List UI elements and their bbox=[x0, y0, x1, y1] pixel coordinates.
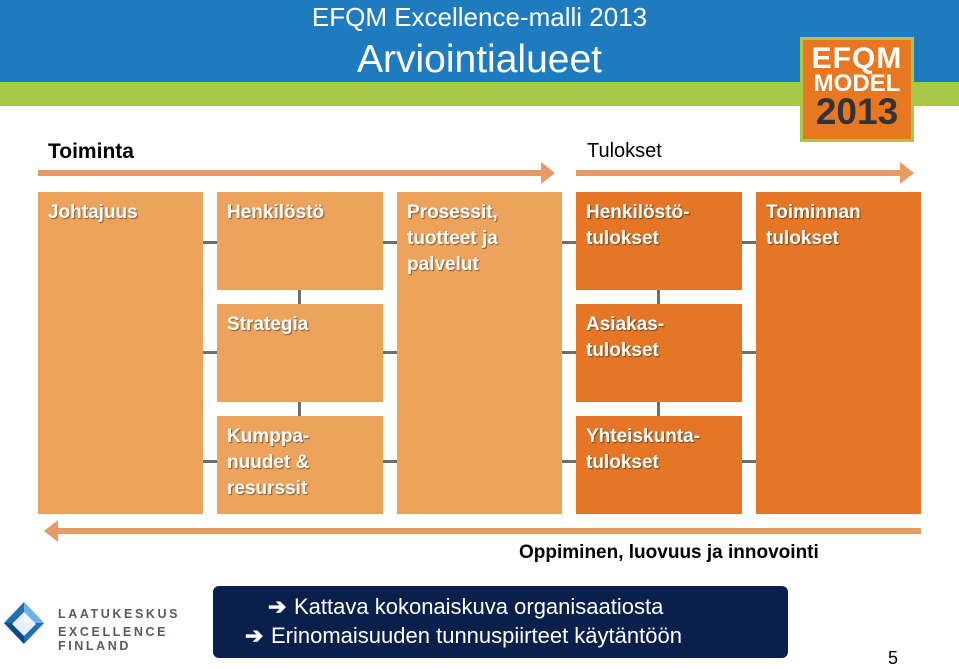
connector bbox=[657, 402, 660, 416]
box-customer-results: Asiakas- tulokset bbox=[576, 304, 742, 402]
connector bbox=[383, 241, 397, 244]
diamond-logo-icon bbox=[0, 598, 50, 648]
results-arrow bbox=[576, 170, 903, 176]
banner-row-1 bbox=[268, 594, 663, 620]
right-arrow-icon: ➔ bbox=[245, 623, 264, 648]
enablers-arrow bbox=[38, 170, 543, 176]
page-title: Arviointialueet bbox=[357, 38, 602, 81]
box-strategy: Strategia bbox=[217, 304, 383, 402]
box-processes: Prosessit, tuotteet ja palvelut bbox=[397, 192, 562, 514]
enablers-arrow-head bbox=[541, 162, 555, 184]
org-logo-line-2: EXCELLENCE FINLAND bbox=[58, 625, 169, 653]
connector bbox=[203, 351, 217, 354]
logo-line-1: EFQM bbox=[811, 42, 903, 75]
logo-line-2: MODEL bbox=[813, 70, 901, 97]
banner-text-1: Kattava kokonaiskuva organisaatiosta bbox=[294, 594, 664, 619]
banner-row-2 bbox=[245, 623, 682, 649]
results-arrow-head bbox=[900, 162, 914, 184]
page-number: 5 bbox=[888, 648, 899, 668]
org-logo-line-1: LAATUKESKUS bbox=[58, 607, 181, 621]
box-leadership: Johtajuus bbox=[38, 192, 203, 514]
box-business-results: Toiminnan tulokset bbox=[756, 192, 921, 514]
logo-line-3: 2013 bbox=[815, 91, 899, 132]
connector bbox=[657, 290, 660, 304]
connector bbox=[298, 402, 301, 416]
connector bbox=[383, 351, 397, 354]
learning-label: Oppiminen, luovuus ja innovointi bbox=[519, 542, 819, 563]
section-label-enablers: Toiminta bbox=[48, 140, 134, 163]
connector bbox=[742, 351, 756, 354]
right-arrow-icon: ➔ bbox=[268, 594, 287, 619]
box-partnerships: Kumppa- nuudet & resurssit bbox=[217, 416, 383, 514]
box-society-results: Yhteiskunta- tulokset bbox=[576, 416, 742, 514]
page-subtitle: EFQM Excellence-malli 2013 bbox=[311, 2, 648, 32]
connector bbox=[203, 241, 217, 244]
connector bbox=[562, 351, 576, 354]
section-label-results: Tulokset bbox=[587, 140, 662, 162]
connector bbox=[742, 460, 756, 463]
efqm-model-logo bbox=[800, 37, 914, 142]
connector bbox=[383, 460, 397, 463]
box-people-results: Henkilöstö- tulokset bbox=[576, 192, 742, 290]
box-people: Henkilöstö bbox=[217, 192, 383, 290]
connector bbox=[742, 241, 756, 244]
learning-arrow bbox=[58, 528, 921, 534]
learning-arrow-head bbox=[44, 520, 58, 542]
connector bbox=[562, 460, 576, 463]
connector bbox=[203, 460, 217, 463]
summary-banner bbox=[213, 586, 788, 658]
banner-text-2: Erinomaisuuden tunnuspiirteet käytäntöön bbox=[271, 623, 682, 648]
laatukeskus-logo bbox=[0, 598, 210, 653]
connector bbox=[562, 241, 576, 244]
connector bbox=[298, 290, 301, 304]
